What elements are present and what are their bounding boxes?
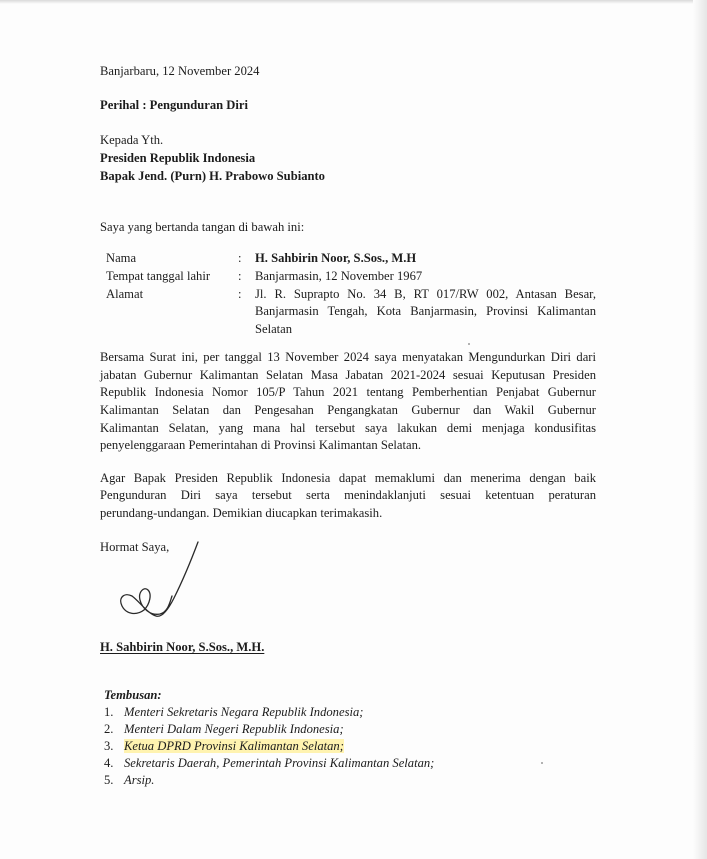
cc-item: [104, 756, 434, 771]
identity-colon: :: [238, 269, 242, 283]
signatory-name: H. Sahbirin Noor, S.Sos., M.H.: [100, 640, 265, 654]
cc-item-number: 1.: [104, 705, 114, 719]
identity-address-label: Alamat: [106, 287, 144, 301]
cc-item: [104, 739, 344, 754]
place-date: Banjarbaru, 12 November 2024: [100, 64, 260, 78]
paragraph-1-line: Bersama Surat ini, per tanggal 13 November 2024 saya menyatakan Mengundurkan Diri dari: [100, 350, 596, 364]
intro-text: Saya yang bertanda tangan di bawah ini:: [100, 220, 305, 234]
closing-text: Hormat Saya,: [100, 540, 170, 554]
recipient-salutation: Kepada Yth.: [100, 133, 164, 147]
paragraph-1-line: Kalimantan Selatan dan Pengesahan Pengangkatan Gubernur dan Wakil Gubernur: [100, 403, 596, 417]
cc-item-number: 4.: [104, 756, 114, 770]
cc-item-text: Menteri Sekretaris Negara Republik Indonesia;: [124, 705, 364, 719]
page-edge-right: [693, 0, 707, 859]
paragraph-1-line: penyelenggaraan Pemerintahan di Provinsi Kalimantan Selatan.: [100, 438, 422, 452]
identity-address-line: Jl. R. Suprapto No. 34 B, RT 017/RW 002, Antasan Besar,: [255, 287, 596, 301]
subject-line: Perihal : Pengunduran Diri: [100, 98, 248, 112]
cc-item-text: Menteri Dalam Negeri Republik Indonesia;: [124, 722, 344, 736]
cc-item-number: 2.: [104, 722, 114, 736]
signature-image: [112, 540, 222, 630]
identity-birth-value: Banjarmasin, 12 November 1967: [255, 269, 423, 283]
recipient-line-1: Presiden Republik Indonesia: [100, 151, 256, 165]
cc-item-number: 5.: [104, 773, 114, 787]
paragraph-1-line: Republik Indonesia Nomor 105/P Tahun 2021 tentang Pemberhentian Penjabat Gubernur: [100, 385, 596, 399]
paragraph-2-line: Pengunduran Diri saya tersebut serta menindaklanjuti sesuai ketentuan peraturan: [100, 488, 596, 502]
speck-mark: [541, 762, 543, 764]
paragraph-1-line: Kalimantan Selatan, yang mana hal tersebut saya lakukan demi menjaga kondusifitas: [100, 421, 596, 435]
paragraph-2-line: Agar Bapak Presiden Republik Indonesia dapat memaklumi dan menerima dengan baik: [100, 471, 596, 485]
identity-name-value: H. Sahbirin Noor, S.Sos., M.H: [255, 251, 417, 265]
identity-name-label: Nama: [106, 251, 137, 265]
identity-birth-label: Tempat tanggal lahir: [106, 269, 211, 283]
cc-item-text: Arsip.: [124, 773, 155, 787]
cc-item: [104, 705, 363, 720]
cc-title: Tembusan:: [104, 688, 162, 702]
paragraph-1-line: jabatan Gubernur Kalimantan Selatan Masa Jabatan 2021-2024 sesuai Keputusan Presiden: [100, 368, 596, 382]
cc-item-text-highlighted: Ketua DPRD Provinsi Kalimantan Selatan;: [124, 739, 344, 753]
speck-mark: [468, 343, 470, 345]
cc-item-text: Sekretaris Daerah, Pemerintah Provinsi Kalimantan Selatan;: [124, 756, 435, 770]
identity-colon: :: [238, 251, 242, 265]
paragraph-2-line: perundang-undangan. Demikian diucapkan terimakasih.: [100, 506, 383, 520]
page-edge-top: [0, 0, 707, 4]
identity-address-line: Selatan: [255, 322, 293, 336]
cc-item-number: 3.: [104, 739, 114, 753]
cc-item: [104, 722, 344, 737]
cc-item: [104, 773, 154, 788]
identity-address-line: Banjarmasin Tengah, Kota Banjarmasin, Provinsi Kalimantan: [255, 304, 596, 318]
identity-colon: :: [238, 287, 242, 301]
recipient-line-2: Bapak Jend. (Purn) H. Prabowo Subianto: [100, 169, 325, 183]
